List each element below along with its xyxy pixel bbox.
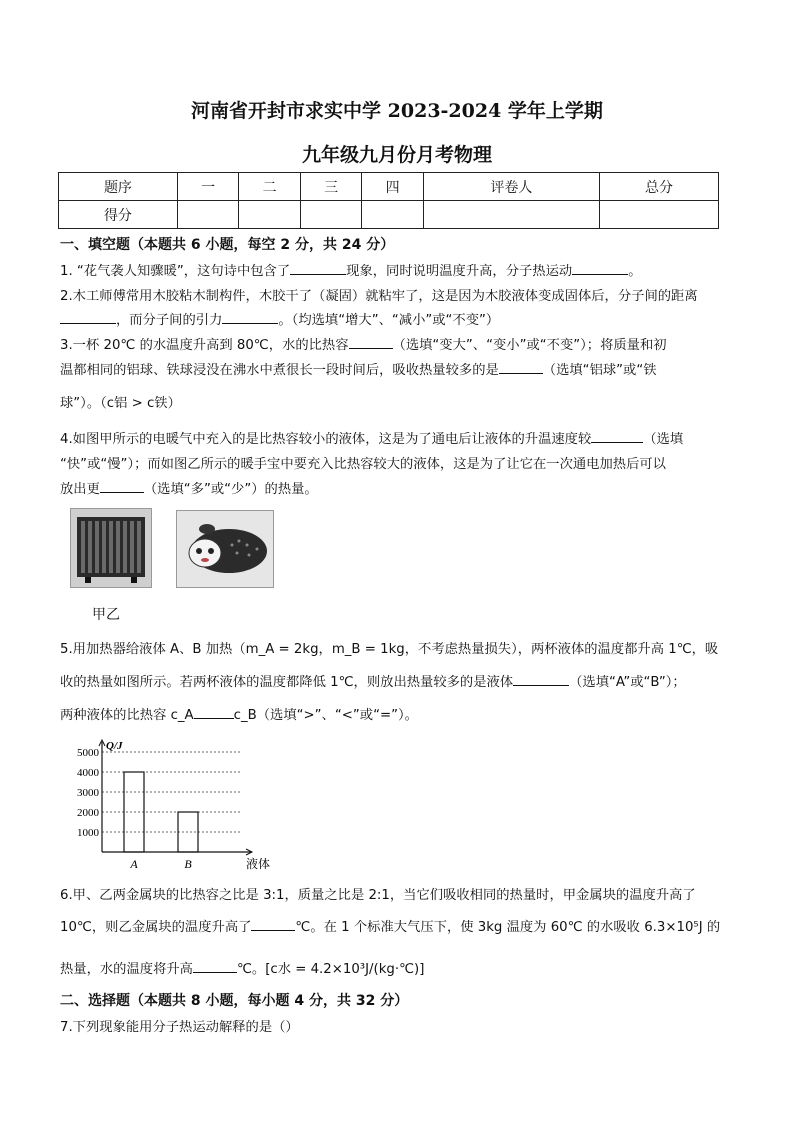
- question-1: [60, 260, 642, 279]
- answer-blank[interactable]: [193, 959, 237, 973]
- q2-text: ，而分子间的引力: [116, 313, 223, 328]
- y-tick-label: 1000: [77, 827, 99, 839]
- answer-blank[interactable]: [100, 479, 144, 493]
- q1-text: 1. “花气袭人知骤暖”，这句诗中包含了: [60, 264, 291, 279]
- answer-blank[interactable]: [251, 917, 295, 931]
- answer-blank[interactable]: [513, 672, 569, 686]
- q1-text: 现象，同时说明温度升高，分子热运动: [346, 264, 573, 279]
- exam-title: 河南省开封市求实中学 2023-2024 学年上学期: [191, 100, 603, 122]
- score-header-cell: 一: [177, 173, 238, 201]
- score-header-cell: 四: [362, 173, 423, 201]
- y-tick-label: 3000: [77, 787, 99, 799]
- figure-caption: 甲乙: [92, 607, 120, 623]
- score-header-cell: 题序: [59, 173, 178, 201]
- answer-blank[interactable]: [60, 310, 116, 324]
- question-6-line-3: [60, 958, 424, 977]
- q1-text: 。: [628, 264, 642, 279]
- y-tick-label: 2000: [77, 807, 99, 819]
- q2-text: 。（均选填“增大”、“减小”或“不变”）: [278, 313, 500, 328]
- answer-blank[interactable]: [499, 360, 543, 374]
- q5-text: c_B（选填“>”、“<”或“=”）。: [233, 708, 418, 723]
- section-heading-multiple-choice: 二、选择题（本题共 8 小题，每小题 4 分，共 32 分）: [60, 993, 409, 1009]
- score-cell[interactable]: [362, 201, 423, 229]
- q4-text: 放出更: [60, 482, 100, 497]
- score-cell[interactable]: [239, 201, 300, 229]
- y-tick-label: 4000: [77, 767, 99, 779]
- question-3-line-1: [60, 334, 667, 353]
- answer-blank[interactable]: [194, 705, 234, 719]
- question-4-line-1: [60, 428, 683, 447]
- q4-text: （选填“多”或“少”）的热量。: [143, 482, 318, 497]
- answer-blank[interactable]: [591, 429, 643, 443]
- answer-blank[interactable]: [349, 335, 393, 349]
- x-tick-label: A: [130, 857, 138, 871]
- y-axis-title: Q/J: [106, 740, 123, 752]
- question-4-line-3: [60, 478, 318, 497]
- q5-text: 两种液体的比热容 c_A: [60, 708, 194, 723]
- y-tick-label: 5000: [77, 747, 99, 759]
- q6-text: ℃。在 1 个标准大气压下，使 3kg 温度为 60℃ 的水吸收 6.3×10⁵J 的: [295, 920, 721, 935]
- score-cell[interactable]: [300, 201, 361, 229]
- q6-text: 热量，水的温度将升高: [60, 962, 193, 977]
- q3-text: （选填“铝球”或“铁: [542, 363, 657, 378]
- question-5-line-3: [60, 704, 418, 723]
- question-6-line-2: [60, 916, 720, 935]
- question-2-line-2: [60, 309, 499, 328]
- question-5-line-1: 5.用加热器给液体 A、B 加热（m_A = 2kg，m_B = 1kg，不考虑热量损失），两杯液体的温度都升高 1℃，吸: [60, 642, 719, 657]
- score-cell[interactable]: [177, 201, 238, 229]
- hand-warmer-image: [176, 510, 274, 588]
- electric-heater-image: [70, 508, 152, 588]
- q5-text: 收的热量如图所示。若两杯液体的温度都降低 1℃，则放出热量较多的是液体: [60, 675, 514, 690]
- question-3-line-3: 球”）。（c铝 > c铁）: [60, 396, 181, 411]
- score-row-label: 得分: [59, 201, 178, 229]
- question-6-line-1: 6.甲、乙两金属块的比热容之比是 3:1，质量之比是 2:1，当它们吸收相同的热量时，甲金属块的温度升高了: [60, 888, 696, 903]
- exam-subtitle: 九年级九月份月考物理: [301, 144, 492, 166]
- x-axis-title: 液体: [246, 857, 271, 871]
- score-header-cell: 总分: [600, 173, 719, 201]
- score-table: [58, 172, 719, 229]
- score-table-header-row: [59, 173, 719, 201]
- heat-bar-chart: [62, 736, 271, 872]
- question-3-line-2: [60, 359, 657, 378]
- score-header-cell: 评卷人: [423, 173, 599, 201]
- answer-blank[interactable]: [290, 261, 346, 275]
- score-header-cell: 二: [239, 173, 300, 201]
- section-heading-fill-blank: 一、填空题（本题共 6 小题，每空 2 分，共 24 分）: [60, 237, 395, 253]
- score-table-score-row: [59, 201, 719, 229]
- question-2-line-1: 2.木工师傅常用木胶粘木制构件，木胶干了（凝固）就粘牢了，这是因为木胶液体变成固体后，分子间的距离: [60, 289, 698, 304]
- question-7: 7.下列现象能用分子热运动解释的是（）: [60, 1020, 299, 1035]
- answer-blank[interactable]: [572, 261, 628, 275]
- score-header-cell: 三: [300, 173, 361, 201]
- question-5-line-2: [60, 671, 686, 690]
- q4-text: （选填: [643, 432, 684, 447]
- question-4-line-2: “快”或“慢”）；而如图乙所示的暖手宝中要充入比热容较大的液体，这是为了让它在一次通电加热后可以: [60, 457, 666, 472]
- q4-text: 4.如图甲所示的电暖气中充入的是比热容较小的液体，这是为了通电后让液体的升温速度较: [60, 432, 592, 447]
- x-tick-label: B: [184, 857, 192, 871]
- q3-text: （选填“变大”、“变小”或“不变”）；将质量和初: [392, 338, 667, 353]
- q6-text: 10℃，则乙金属块的温度升高了: [60, 920, 252, 935]
- answer-blank[interactable]: [222, 310, 278, 324]
- score-cell[interactable]: [423, 201, 599, 229]
- q3-text: 温都相同的铝球、铁球浸没在沸水中煮很长一段时间后，吸收热量较多的是: [60, 363, 499, 378]
- q6-text: ℃。[c水 = 4.2×10³J/(kg·℃)]: [236, 962, 425, 977]
- score-cell[interactable]: [600, 201, 719, 229]
- q3-text: 3.一杯 20℃ 的水温度升高到 80℃，水的比热容: [60, 338, 349, 353]
- q5-text: （选填“A”或“B”）；: [569, 675, 686, 690]
